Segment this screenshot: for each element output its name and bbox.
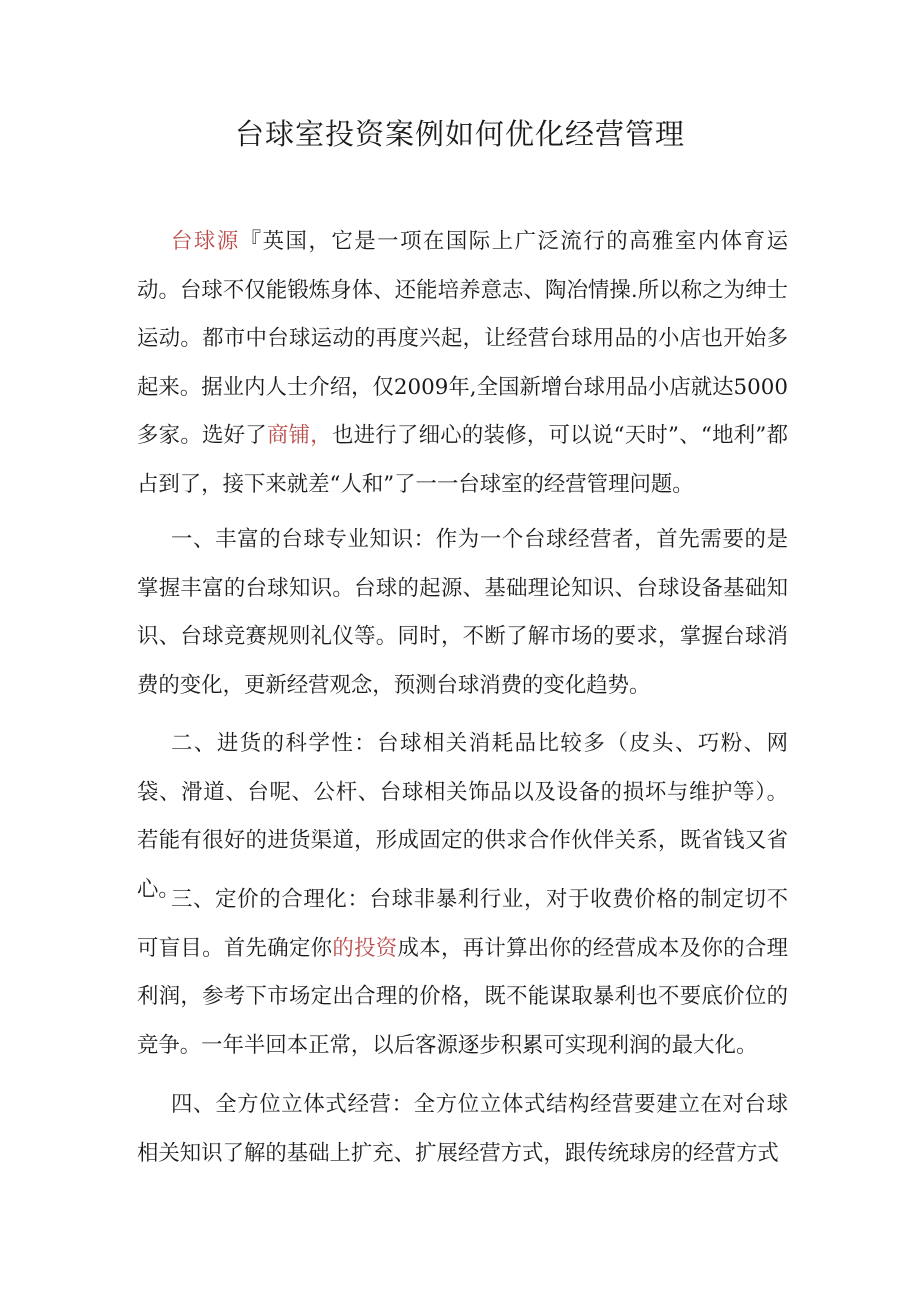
inline-link-shop[interactable]: 商铺， [266, 423, 332, 448]
paragraph-operation [137, 1081, 788, 1178]
paragraph-text: 也进行了细心的装修，可以说“天时”、“地利”都占到了，接下来就差“人和”了一一台球室的经营管理问题。 [137, 423, 788, 497]
paragraph-intro [137, 218, 788, 509]
inline-link-origin[interactable]: 台球源 [171, 229, 240, 254]
document-title: 台球室投资案例如何优化经营管理 [234, 117, 685, 151]
paragraph-text: 一、丰富的台球专业知识：作为一个台球经营者，首先需要的是掌握丰富的台球知识。台球的起源、基础理论知识、台球设备基础知识、台球竞赛规则礼仪等。同时，不断了解市场的要求，掌握台球消费的变化，更新经营观念，预测台球消费的变化趋势。 [137, 527, 788, 698]
paragraph-text: 四、全方位立体式经营：全方位立体式结构经营要建立在对台球相关知识了解的基础上扩充、扩展经营方式，跟传统球房的经营方式 [137, 1092, 788, 1166]
paragraph-text: 三、定价的合理化：台球非暴利行业，对于收费价格的制定切不可盲目。首先确定你 [137, 887, 788, 961]
paragraph-text: 成本，再计算出你的经营成本及你的合理利润，参考下市场定出合理的价格，既不能谋取暴利也不要底价位的竞争。一年半回本正常，以后客源逐步积累可实现利润的最大化。 [137, 935, 788, 1058]
paragraph-knowledge [137, 516, 788, 710]
inline-link-investment[interactable]: 的投资 [332, 935, 398, 961]
paragraph-pricing [137, 876, 788, 1070]
paragraph-text: 二、进货的科学性：台球相关消耗品比较多（皮头、巧粉、网袋、滑道、台呢、公杆、台球相关饰品以及设备的损坏与维护等）。若能有很好的进货渠道，形成固定的供求合作伙伴关系，既省钱又省心。 [137, 731, 788, 902]
paragraph-text: 『英国，它是一项在国际上广泛流行的高雅室内体育运动。台球不仅能锻炼身体、还能培养意志、陶冶情操.所以称之为绅士运动。都市中台球运动的再度兴起，让经营台球用品的小店也开始多起来。据业内人士介绍，仅2009年,全国新增台球用品小店就达5000多家。选好了 [137, 229, 788, 448]
